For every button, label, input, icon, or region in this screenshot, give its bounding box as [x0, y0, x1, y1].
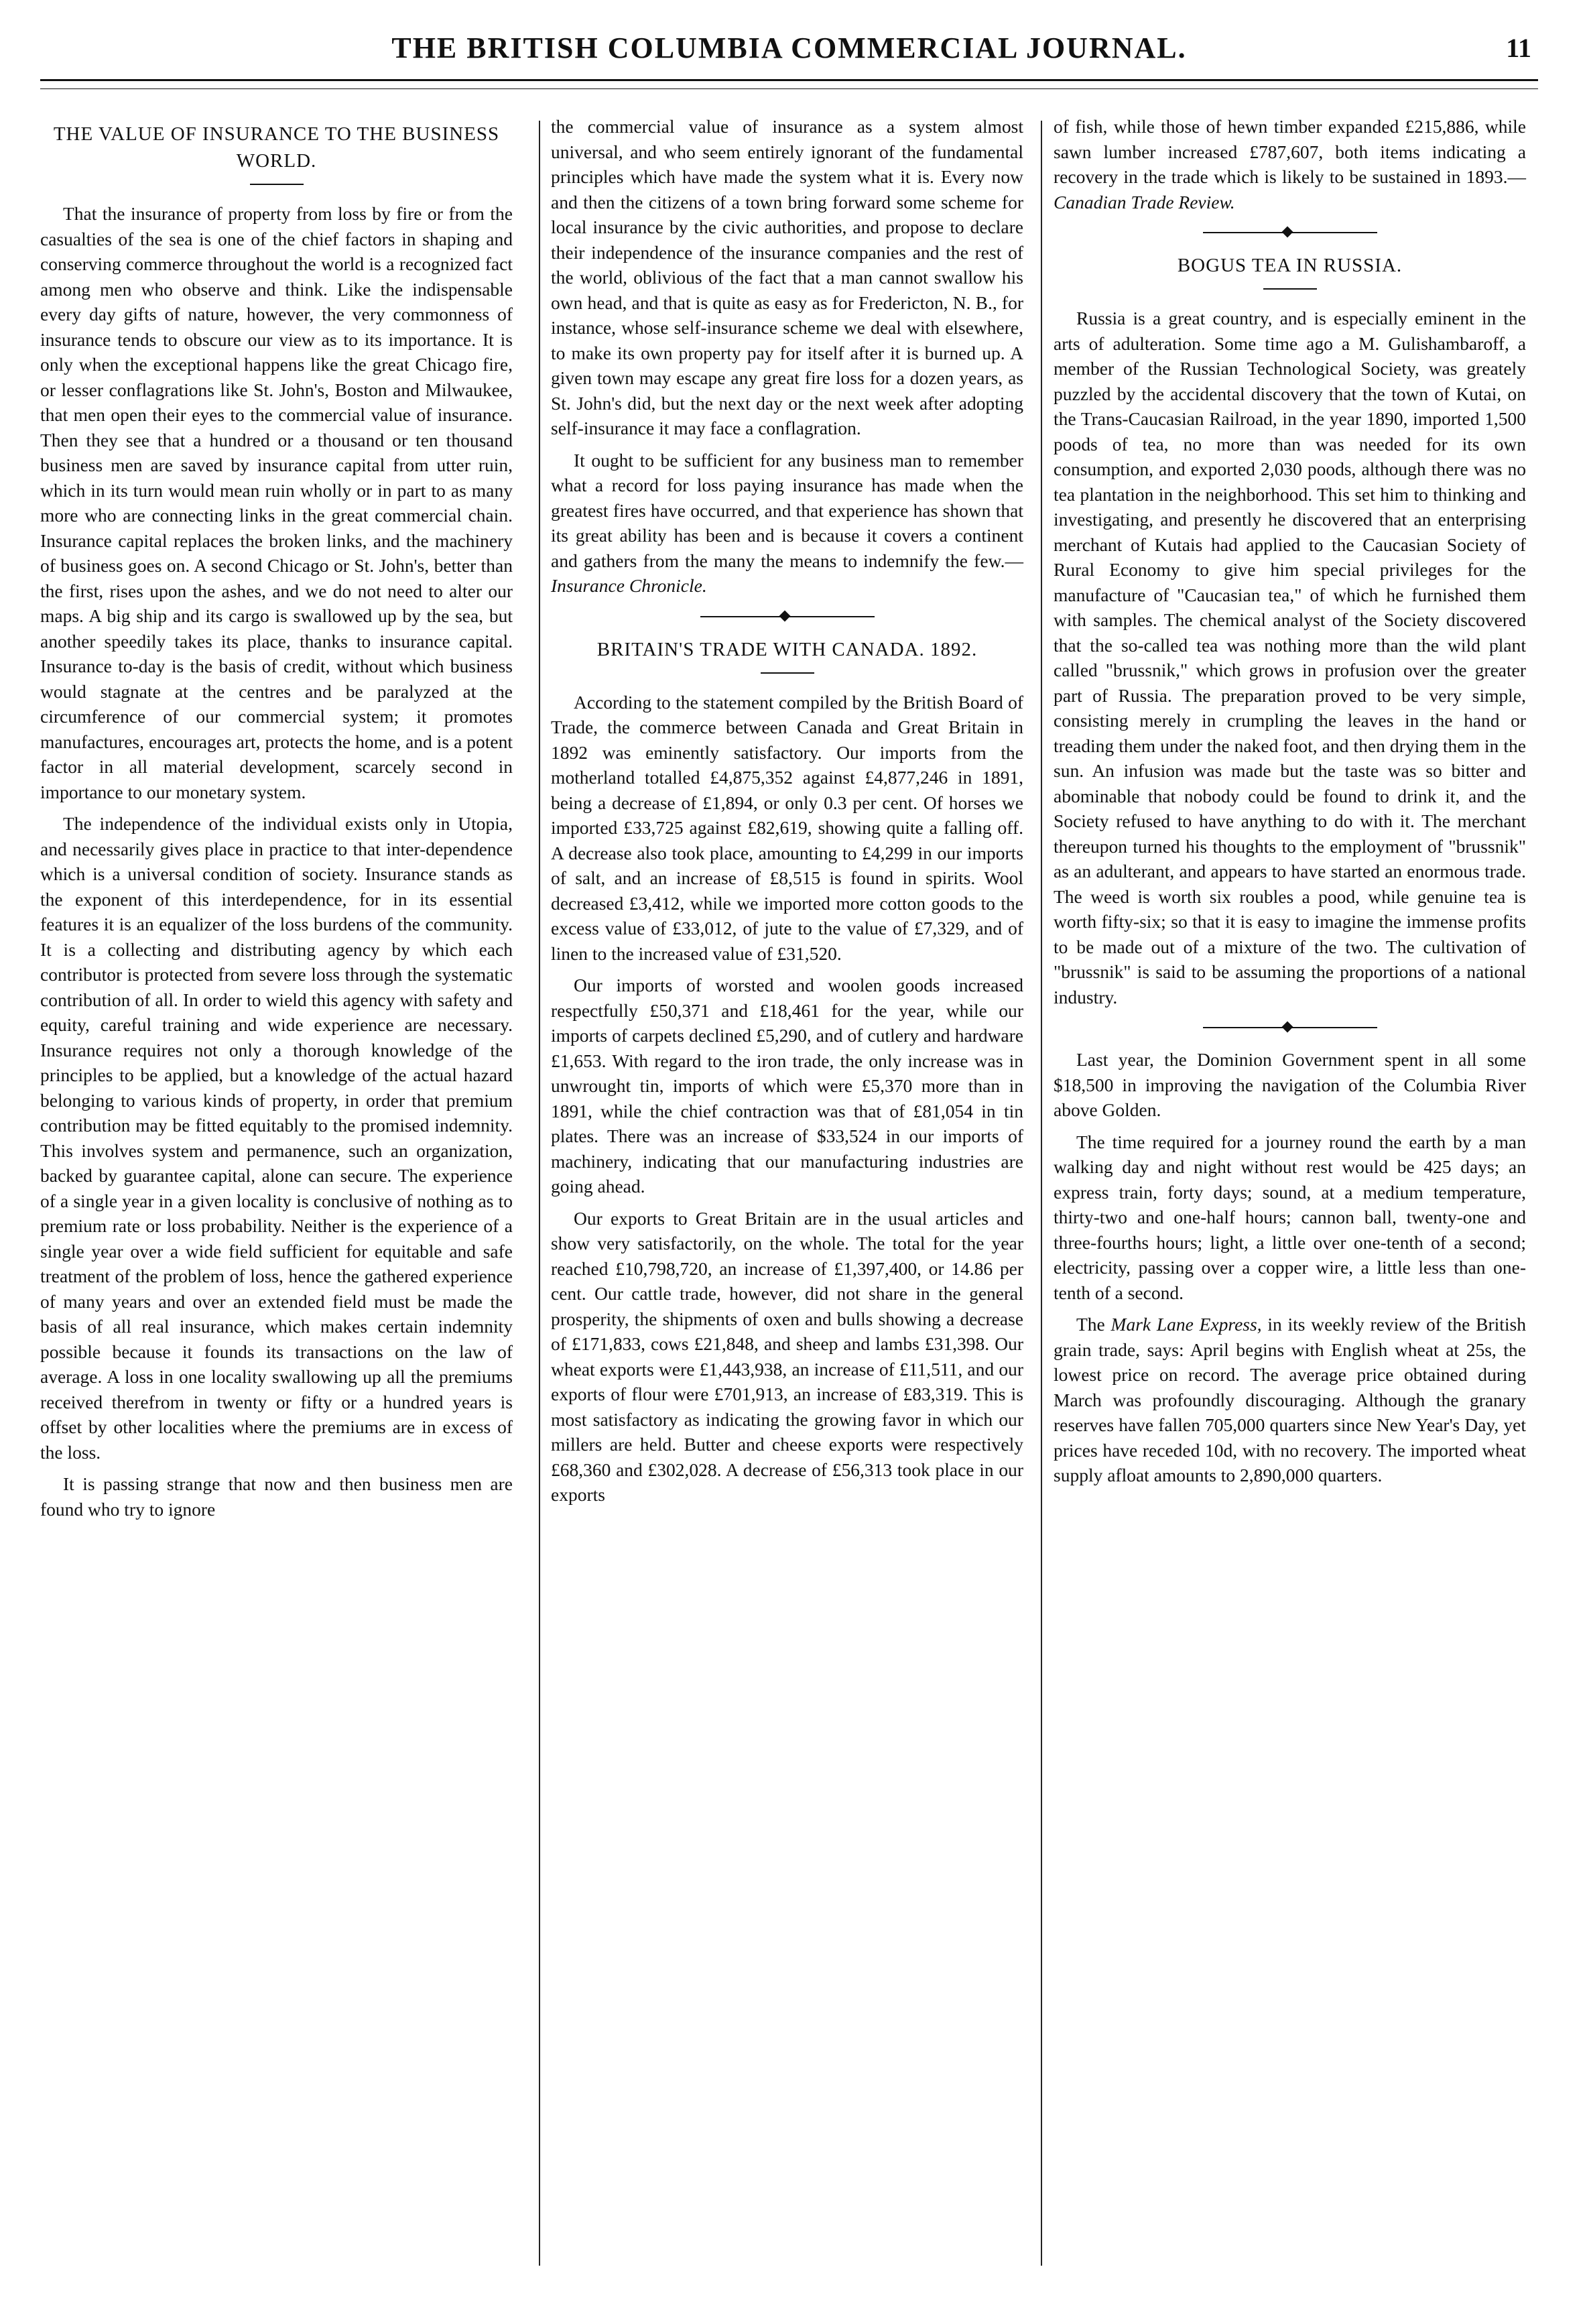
paragraph-text: The — [1076, 1314, 1111, 1335]
heading-rule — [1263, 288, 1317, 290]
header-rule — [40, 79, 1538, 81]
heading-rule — [250, 184, 304, 185]
page-header — [40, 27, 1538, 80]
article-paragraph: According to the statement compiled by the British Board of Trade, the commerce between Canada and Great Britain in 1892 was eminently satisfactory. Our imports from the motherland totalled £4,875,352 against £4,877,246 in 1891, being a decrease of £1,894, or only 0.3 per cent. Of horses we imported £33,725 against £82,619, showing quite a falling off. A decrease also took place, amounting to £4,299 in our imports of salt, and an increase of £8,515 is found in spirits. Wool decreased £3,412, while we imported more cotton goods to the excess value of £33,012, of jute to the value of £7,329, and of linen to the increased value of £31,520. — [551, 691, 1023, 964]
article-paragraph — [1054, 114, 1526, 215]
article-paragraph: The time required for a journey round the earth by a man walking day and night without rest would be 425 days; an express train, forty days; sound, at a medium temperature, thirty-two and one-half hours; cannon ball, twenty-one and three-fourths hours; light, a little over one-tenth of a second; electricity, passing over a copper wire, a little less than one-tenth of a second. — [1054, 1131, 1526, 1303]
section-ornament — [700, 616, 875, 617]
article-paragraph: It is passing strange that now and then business men are found who try to ignore — [40, 1473, 513, 1520]
column-2 — [551, 114, 1023, 1508]
article-paragraph — [551, 448, 1023, 599]
source-citation: Insurance Chronicle. — [551, 575, 707, 596]
paragraph-text: in its weekly review of the British grain trade, says: April begins with English wheat at 25s, the lowest price on record. The average price obtained during March was profoundly discouraging. Although the granary reserves have fallen 705,000 quarters since New Year's Day, yet prices have receded 10d, with no recovery. The imported wheat supply afloat amounts to 2,890,000 quarters. — [1054, 1314, 1526, 1485]
running-title: THE BRITISH COLUMBIA COMMERCIAL JOURNAL. — [391, 32, 1187, 64]
article-heading-bogus-tea: BOGUS TEA IN RUSSIA. — [1177, 255, 1403, 276]
column-1 — [40, 114, 513, 1522]
article-heading-insurance: THE VALUE OF INSURANCE TO THE BUSINESS WORLD. — [53, 123, 500, 172]
column-divider-1 — [539, 121, 540, 2266]
paragraph-text: of fish, while those of hewn timber expanded £215,886, while sawn lumber increased £787,607, both items indicating a recovery in the trade which is likely to be sustained in 1893.— — [1054, 116, 1526, 187]
publication-name: Mark Lane Express, — [1110, 1314, 1262, 1335]
paragraph-text: It ought to be sufficient for any business man to remember what a record for loss paying insurance has made when the greatest fires have occurred, and that experience has shown that its great ability has been and is because it covers a continent and gathers from the many the means to indemnify the few.— — [551, 449, 1023, 571]
article-paragraph: That the insurance of property from loss by fire or from the casualties of the sea is one of the chief factors in shaping and conserving commerce throughout the world is a recognized fact among men who observe and think. Like the indispensable every day gifts of nature, however, the very commonness of insurance tends to obscure our view as to its importance. It is only when the exceptional happens like the great Chicago fire, or lesser conflagrations like St. John's, Boston and Milwaukee, that men open their eyes to the commercial value of insurance. Then they see that a hundred or a thousand or ten thousand business men are saved by insurance capital from utter ruin, which in its turn would mean ruin wholly or in part to as many more who are connecting links in the great commercial chain. Insurance capital replaces the broken links, and the machinery of business goes on. A second Chicago or St. John's, better than the first, rises upon the ashes, and we do not need to alter our maps. A big ship and its cargo is swallowed up by the sea, but another speedily takes its place, thanks to insurance capital. Insurance to-day is the basis of credit, without which business would stagnate at the centres and be paralyzed at the circumference of our commercial system; it promotes manufactures, encourages art, protects the home, and is a potent factor in all material development, scarcely second in importance to our monetary system. — [40, 203, 513, 802]
heading-rule — [761, 672, 814, 674]
article-paragraph: Last year, the Dominion Government spent in all some $18,500 in improving the navigation of the Columbia River above Golden. — [1054, 1049, 1526, 1120]
article-paragraph: the commercial value of insurance as a system almost universal, and who seem entirely ignorant of the fundamental principles which have made the system what it is. Every now and then the citizens of a town bring forward some scheme for local insurance by the civic authorities, and propose to declare their independence of the insurance companies and the rest of the world, oblivious of the fact that a man cannot swallow his own head, and that is quite as easy as for Fredericton, N. B., for instance, whose self-insurance scheme we deal with elsewhere, to make its own property pay for itself after it is burned up. A given town may escape any great fire loss for a dozen years, as St. John's did, but the next day or the next week after adopting self-insurance it may face a conflagration. — [551, 116, 1023, 438]
source-citation: Canadian Trade Review. — [1054, 191, 1235, 212]
page-number: 11 — [1506, 33, 1531, 63]
article-paragraph: Our exports to Great Britain are in the usual articles and show very satisfactorily, on the whole. The total for the year reached £10,798,720, an increase of £1,397,400, or 14.86 per cent. Our cattle trade, however, did not share in the general prosperity, the shipments of oxen and bulls showing a decrease of £171,833, cows £21,848, and sheep and lambs £31,398. Our wheat exports were £1,443,938, an increase of £11,511, and our exports of flour were £701,913, an increase of £83,319. This is most satisfactory as indicating the growing favor in which our millers are held. Butter and cheese exports were respectively £68,360 and £302,028. A decrease of £56,313 took place in our exports — [551, 1207, 1023, 1505]
article-heading-britains-trade: BRITAIN'S TRADE WITH CANADA. 1892. — [596, 638, 978, 660]
article-paragraph: Russia is a great country, and is especially eminent in the arts of adulteration. Some time ago a M. Gulishambaroff, a member of the Russian Technological Society, was greately puzzled by the accidental discovery that the town of Kutai, on the Trans-Caucasian Railroad, in the year 1890, imported 1,500 poods of tea, no more than was needed for its own consumption, and exported 2,030 poods, although there was no tea plantation in the neighborhood. This set him to thinking and investigating, and presently he discovered that an enterprising merchant of Kutais had applied to the Caucasian Society of Rural Economy to give him special privileges for the manufacture of "Caucasian tea," of which he furnished them with samples. The chemical analyst of the Society discovered that the so-called tea was nothing more than the wild plant called "brussnik," which grows in profusion over the greater part of Russia. The preparation proved to be very simple, consisting merely in crumpling the leaves in the hand or treading them under the naked foot, and then drying them in the sun. An infusion was made but the taste was so bitter and abominable that nobody could be found to drink it, and the Society refused to have anything to do with it. The merchant thereupon turned his thoughts to the employment of "brussnik" as an adulterant, and appears to have started an enormous trade. The weed is worth six roubles a pood, while genuine tea is worth fifty-six; so that it is easy to imagine the immense profits to be made out of a mixture of the two. The cultivation of "brussnik" is said to be assuming the proportions of a national industry. — [1054, 308, 1526, 1007]
column-divider-2 — [1041, 121, 1042, 2266]
header-rule-thin — [40, 88, 1538, 89]
article-paragraph: Our imports of worsted and woolen goods increased respectfully £50,371 and £18,461 for the year, while our imports of carpets declined £5,290, and of cutlery and hardware £1,653. With regard to the iron trade, the only increase was in unwrought tin, imports of which were £5,370 more than in 1891, while the chief contraction was that of £81,054 in tin plates. There was an increase of $33,524 in our imports of machinery, indicating that our manufacturing industries are going ahead. — [551, 975, 1023, 1197]
column-3 — [1054, 114, 1526, 1488]
section-ornament — [1203, 1027, 1377, 1028]
section-ornament — [1203, 232, 1377, 233]
article-paragraph — [1054, 1312, 1526, 1488]
article-paragraph: The independence of the individual exists only in Utopia, and necessarily gives place in practice to that inter-dependence which is a universal condition of society. Insurance stands as the exponent of this interdependence, for in its essential features it is an equalizer of the loss burdens of the community. It is a collecting and distributing agency by which each contributor is protected from severe loss through the systematic contribution of all. In order to wield this agency with safety and equity, careful training and wide experience are necessary. Insurance requires not only a thorough knowledge of the principles to be applied, but a knowledge of the actual hazard belonging to various kinds of property, in order that premium contribution may be fitted equitably to the promised indemnity. This involves system and permanence, such an organization, backed by guarantee capital, alone can secure. The experience of a single year in a given locality is conclusive of nothing as to premium rate or loss probability. Neither is the experience of a single year over a wide field sufficient for equitable and safe treatment of the problem of loss, hence the gathered experience of many years and over an extended field must be made the basis of all real insurance, which makes certain indemnity possible because it founds its transactions on the law of average. A loss in one locality swallowing up all the premiums received therefrom in twenty or fifty or a hundred years is offset by other localities where the premiums are in excess of the loss. — [40, 813, 513, 1463]
